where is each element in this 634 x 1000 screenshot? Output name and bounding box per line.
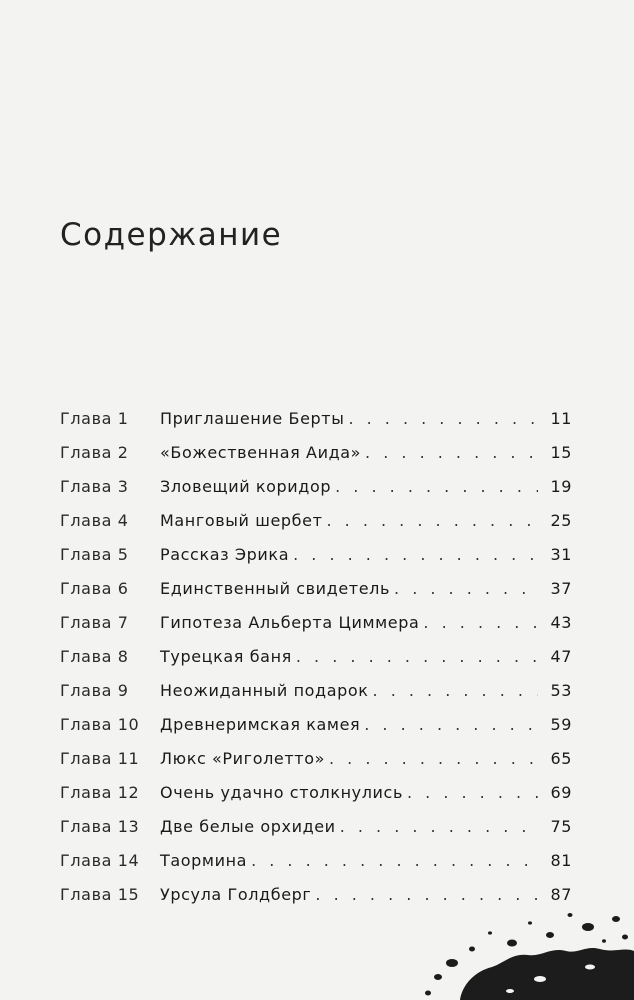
chapter-title: Турецкая баня <box>160 647 292 666</box>
page-number: 25 <box>550 511 572 530</box>
chapter-title: «Божественная Аида» <box>160 443 362 462</box>
chapter-number: Глава 8 <box>60 647 129 666</box>
page-number: 19 <box>550 477 572 496</box>
chapter-number: Глава 10 <box>60 715 140 734</box>
dot-leader <box>340 817 538 836</box>
chapter-number: Глава 5 <box>60 545 129 564</box>
table-of-contents <box>60 409 572 919</box>
dot-leader <box>394 579 538 598</box>
chapter-title: Единственный свидетель <box>160 579 391 598</box>
dot-leader <box>335 477 538 496</box>
chapter-title: Очень удачно столкнулись <box>160 783 403 802</box>
page-number: 43 <box>550 613 572 632</box>
page-number: 69 <box>550 783 572 802</box>
chapter-title: Две белые орхидеи <box>160 817 336 836</box>
dot-leader <box>365 443 538 462</box>
chapter-number: Глава 13 <box>60 817 140 836</box>
dot-leader <box>251 851 538 870</box>
dot-leader <box>293 545 538 564</box>
page-number: 75 <box>550 817 572 836</box>
page-number: 65 <box>550 749 572 768</box>
chapter-number: Глава 1 <box>60 409 129 428</box>
chapter-number: Глава 11 <box>60 749 140 768</box>
chapter-number: Глава 7 <box>60 613 129 632</box>
chapter-title: Люкс «Риголетто» <box>160 749 325 768</box>
chapter-title: Таормина <box>160 851 248 870</box>
chapter-title: Манговый шербет <box>160 511 323 530</box>
page-number: 37 <box>550 579 572 598</box>
toc-entry <box>60 647 572 681</box>
chapter-title: Зловещий коридор <box>160 477 332 496</box>
toc-entry <box>60 477 572 511</box>
toc-entry <box>60 545 572 579</box>
dot-leader <box>315 885 538 904</box>
dot-leader <box>348 409 538 428</box>
dot-leader <box>423 613 538 632</box>
page-number: 81 <box>550 851 572 870</box>
chapter-number: Глава 14 <box>60 851 140 870</box>
chapter-title: Гипотеза Альберта Циммера <box>160 613 420 632</box>
dot-leader <box>364 715 538 734</box>
chapter-number: Глава 2 <box>60 443 129 462</box>
toc-entry <box>60 817 572 851</box>
chapter-title: Древнеримская камея <box>160 715 361 734</box>
toc-entry <box>60 715 572 749</box>
toc-entry <box>60 681 572 715</box>
toc-entry <box>60 579 572 613</box>
page-number: 53 <box>550 681 572 700</box>
dot-leader <box>329 749 538 768</box>
toc-entry <box>60 443 572 477</box>
dot-leader <box>373 681 538 700</box>
page-number: 11 <box>550 409 572 428</box>
page-number: 31 <box>550 545 572 564</box>
chapter-number: Глава 6 <box>60 579 129 598</box>
page-number: 59 <box>550 715 572 734</box>
dot-leader <box>407 783 538 802</box>
dot-leader <box>326 511 538 530</box>
chapter-title: Урсула Голдберг <box>160 885 312 904</box>
toc-entry <box>60 783 572 817</box>
chapter-number: Глава 4 <box>60 511 129 530</box>
page-number: 47 <box>550 647 572 666</box>
toc-entry <box>60 851 572 885</box>
chapter-number: Глава 12 <box>60 783 140 802</box>
chapter-title: Рассказ Эрика <box>160 545 290 564</box>
chapter-number: Глава 15 <box>60 885 140 904</box>
chapter-number: Глава 3 <box>60 477 129 496</box>
ink-splatter <box>420 905 634 1000</box>
chapter-title: Приглашение Берты <box>160 409 345 428</box>
dot-leader <box>296 647 538 666</box>
chapter-title: Неожиданный подарок <box>160 681 369 700</box>
toc-entry <box>60 511 572 545</box>
toc-entry <box>60 613 572 647</box>
toc-entry <box>60 749 572 783</box>
page-number: 15 <box>550 443 572 462</box>
toc-entry <box>60 409 572 443</box>
page-title: Содержание <box>60 217 283 253</box>
chapter-number: Глава 9 <box>60 681 129 700</box>
page-number: 87 <box>550 885 572 904</box>
